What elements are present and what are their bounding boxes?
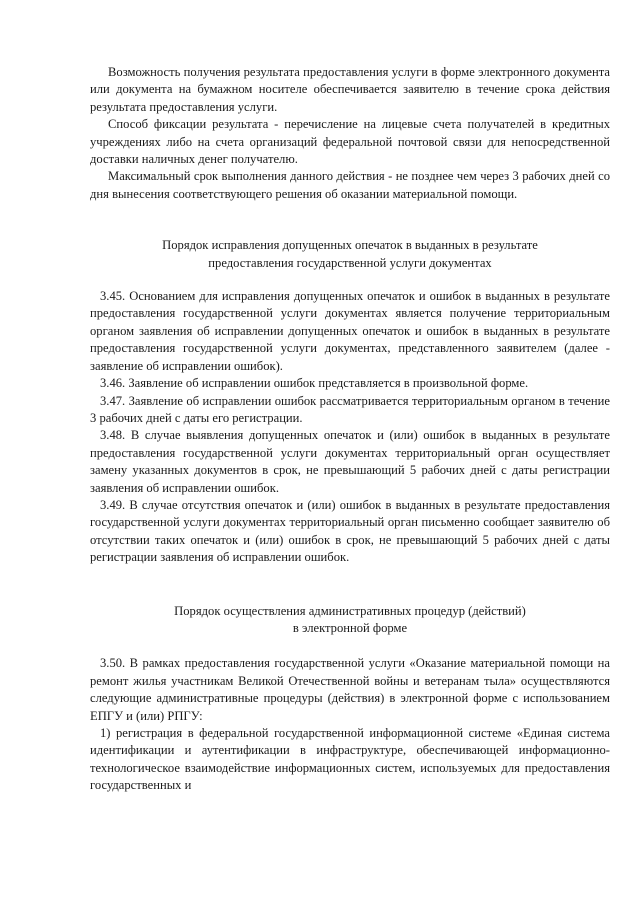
section-heading-electronic — [90, 603, 610, 638]
paragraph-max-term: Максимальный срок выполнения данного действия - не позднее чем через 3 рабочих дней со дня вынесения соответствующего решения об оказании материальной помощи. — [90, 169, 610, 201]
section-heading-corrections — [90, 237, 610, 272]
paragraph-3-47: 3.47. Заявление об исправлении ошибок рассматривается территориальным органом в течение 3 рабочих дней с даты его регистрации. — [90, 393, 610, 425]
heading-line: Порядок исправления допущенных опечаток в выданных в результате — [162, 238, 538, 253]
paragraph-fixation-method: Способ фиксации результата - перечисление на лицевые счета получателей в кредитных учреждениях либо на счета организаций федеральной почтовой связи для непосредственной доставки наличных денег получателю. — [90, 117, 610, 167]
paragraph-result-form: Возможность получения результата предоставления услуги в форме электронного документа или документа на бумажном носителе обеспечивается заявителю в течение срока действия результата предоставления услуги. — [90, 65, 610, 114]
paragraph-3-48: 3.48. В случае выявления допущенных опечаток и (или) ошибок в выданных в результате предоставления государственной услуги документах территориальный орган осуществляет замену указанных документов в срок, не превышающий 5 рабочих дней с даты регистрации заявления об исправлении ошибок. — [90, 428, 610, 495]
list-item-1: 1) регистрация в федеральной государственной информационной системе «Единая система идентификации и аутентификации в инфраструктуре, обеспечивающей информационно-технологическое взаимодействие информационных систем, используемых для предоставления государственных и — [90, 726, 610, 793]
heading-line: Порядок осуществления административных процедур (действий) — [174, 603, 526, 618]
paragraph-3-50: 3.50. В рамках предоставления государственной услуги «Оказание материальной помощи на ремонт жилья участникам Великой Отечественной войны и ветеранам тыла» осуществляются следующие административные процедуры (действия) в электронной форме с использованием ЕПГУ и (или) РПГУ: — [90, 656, 610, 723]
paragraph-3-49: 3.49. В случае отсутствия опечаток и (или) ошибок в выданных в результате предоставления государственной услуги документах территориальный орган письменно сообщает заявителю об отсутствии таких опечаток и (или) ошибок в срок, не превышающий 5 рабочих дней с даты регистрации заявления об исправлении ошибок. — [90, 497, 610, 565]
heading-line: в электронной форме — [292, 620, 408, 635]
paragraph-3-45: 3.45. Основанием для исправления допущенных опечаток и ошибок в выданных в результате предоставления государственной услуги документах является получение территориальным органом заявления об исправлении допущенных опечаток и ошибок в выданных в результате предоставления государственной услуги документах, представленного заявителем (далее - заявление об исправлении ошибок). — [90, 289, 610, 373]
heading-line: предоставления государственной услуги документах — [208, 255, 492, 270]
paragraph-3-46: 3.46. Заявление об исправлении ошибок представляется в произвольной форме. — [100, 376, 529, 391]
